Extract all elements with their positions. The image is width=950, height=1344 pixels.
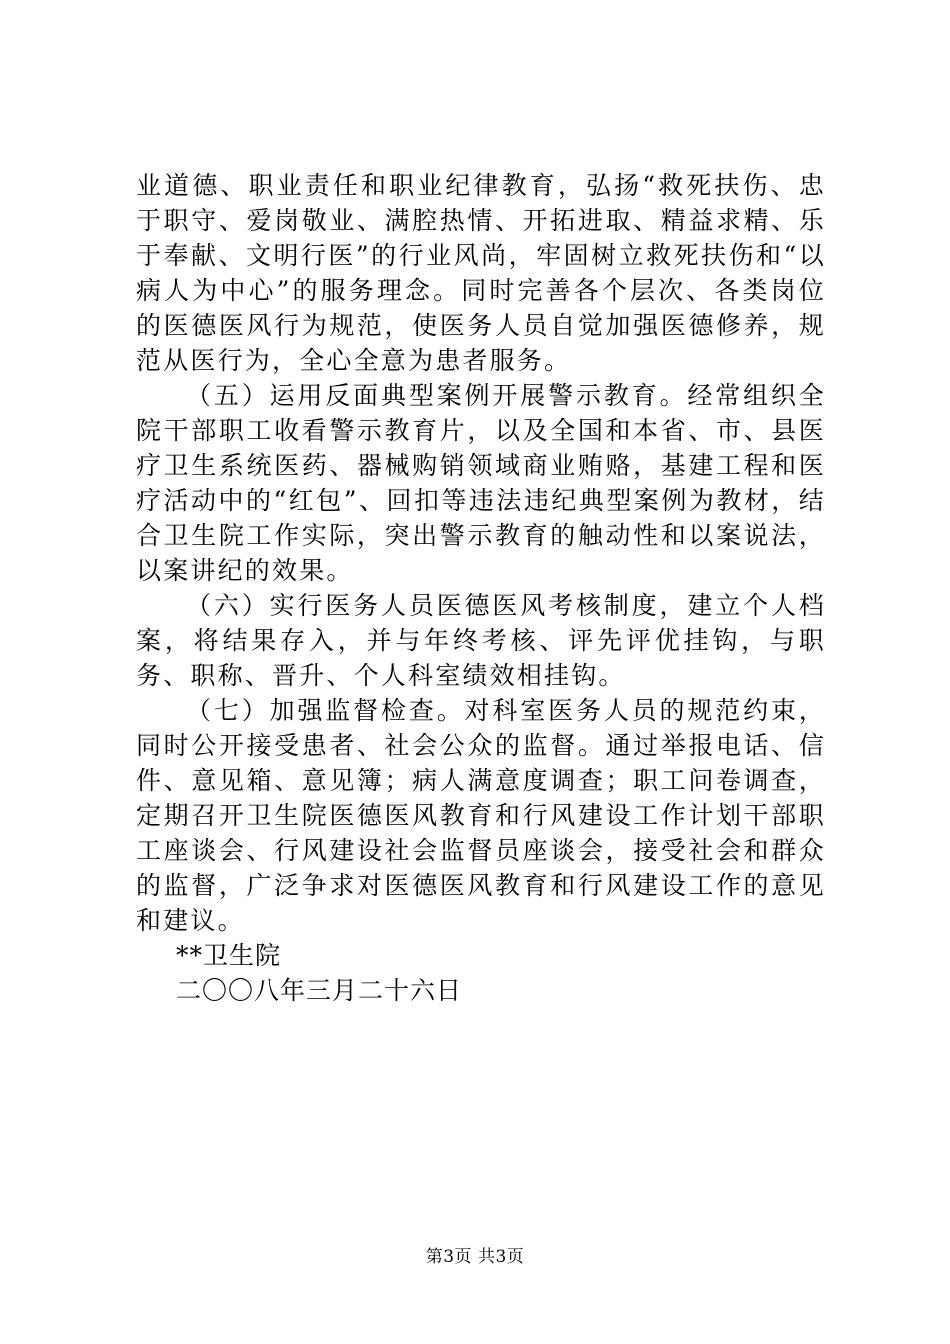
signature-organization: **卫生院 <box>176 941 282 970</box>
page-footer: 第3页 共3页 <box>425 1247 525 1267</box>
paragraph-continuation: 业道德、职业责任和职业纪律教育，弘扬“救死扶伤、忠于职守、爱岗敬业、满腔热情、开拓进取、精益求精、乐于奉献、文明行医”的行业风尚，牢固树立救死扶伤和“以病人为中心”的服务理念。同时完善各个层次、各类岗位的医德医风行为规范，使医务人员自觉加强医德修养，规范从医行为，全心全意为患者服务。 <box>136 171 826 375</box>
signature-date: 二〇〇八年三月二十六日 <box>176 976 463 1005</box>
paragraph-section-6: （六）实行医务人员医德医风考核制度，建立个人档案，将结果存入，并与年终考核、评先评优挂钩，与职务、职称、晋升、个人科室绩效相挂钩。 <box>136 591 826 690</box>
paragraph-section-5: （五）运用反面典型案例开展警示教育。经常组织全院干部职工收看警示教育片，以及全国和本省、市、县医疗卫生系统医药、器械购销领域商业贿赂，基建工程和医疗活动中的“红包”、回扣等违法违纪典型案例为教材，结合卫生院工作实际，突出警示教育的触动性和以案说法，以案讲纪的效果。 <box>136 381 826 585</box>
document-body <box>136 168 826 1008</box>
paragraph-section-7: （七）加强监督检查。对科室医务人员的规范约束，同时公开接受患者、社会公众的监督。通过举报电话、信件、意见箱、意见簿；病人满意度调查；职工问卷调查，定期召开卫生院医德医风教育和行风建设工作计划干部职工座谈会、行风建设社会监督员座谈会，接受社会和群众的监督，广泛争求对医德医风教育和行风建设工作的意见和建议。 <box>136 696 826 935</box>
